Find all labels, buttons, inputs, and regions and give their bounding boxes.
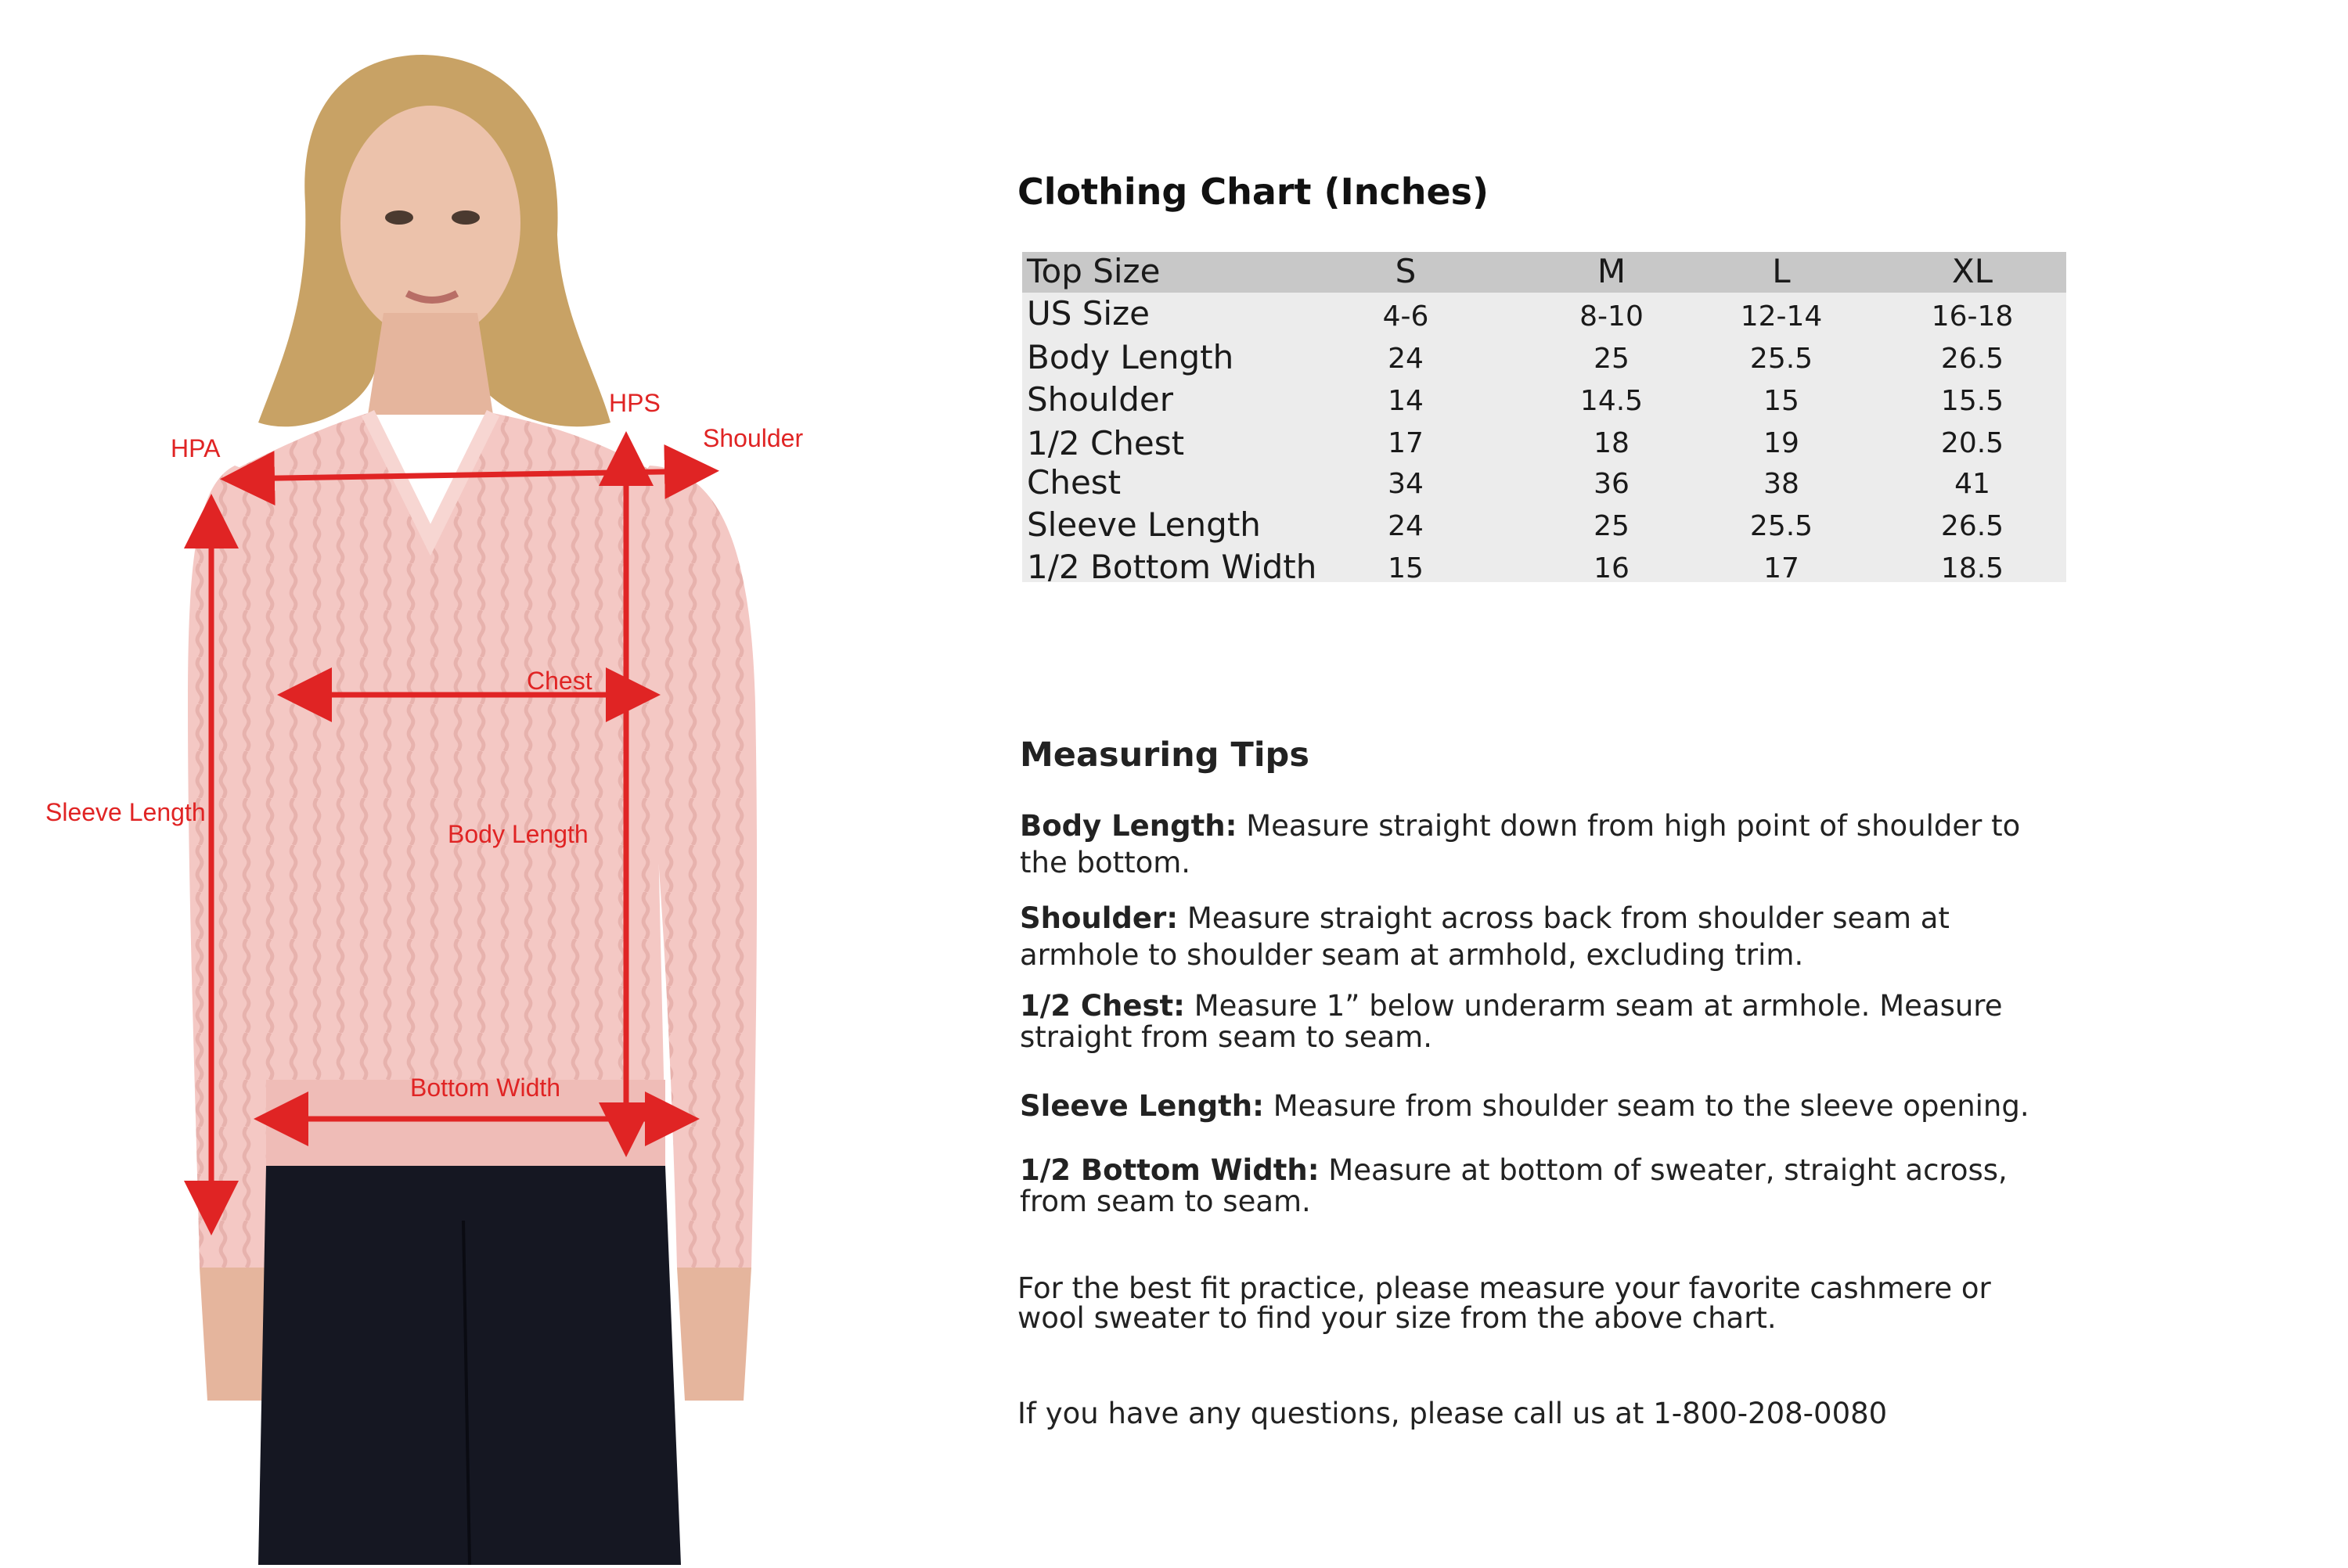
label-shoulder: Shoulder	[703, 424, 804, 452]
tips-title: Measuring Tips	[1020, 735, 1309, 775]
row-label: Sleeve Length	[1027, 505, 1261, 544]
row-value-s: 14	[1388, 385, 1424, 417]
best-fit-note: For the best fit practice, please measure your favorite cashmere or wool sweater to find your size from the above chart.	[1017, 1271, 1991, 1335]
row-value-xl: 26.5	[1940, 510, 2004, 542]
tip-term: 1/2 Chest:	[1020, 989, 1185, 1023]
tip-text: Measure from shoulder seam to the sleeve opening.	[1263, 1089, 2029, 1123]
row-label: Shoulder	[1027, 380, 1174, 419]
tip-text: Measure straight down from high point of shoulder to the bottom.	[1020, 809, 2021, 879]
row-value-s: 34	[1388, 468, 1424, 500]
row-value-m: 25	[1594, 343, 1630, 375]
tip-item	[1020, 1155, 2045, 1217]
row-label: 1/2 Chest	[1027, 424, 1185, 462]
row-value-m: 8-10	[1579, 300, 1644, 333]
chart-title: Clothing Chart (Inches)	[1017, 171, 1489, 213]
tip-item	[1020, 1088, 2045, 1124]
neck	[368, 313, 493, 415]
row-value-s: 4-6	[1382, 300, 1429, 333]
row-value-xl: 16-18	[1931, 300, 2014, 333]
row-value-m: 36	[1594, 468, 1630, 500]
tip-item	[1020, 991, 2045, 1053]
header-size-s: S	[1395, 252, 1417, 290]
header-top-size: Top Size	[1027, 252, 1161, 290]
tip-text: Measure straight across back from shoulder seam at armhole to shoulder seam at armhold, excluding trim.	[1020, 901, 1950, 972]
sweater-body	[235, 413, 665, 1142]
row-value-xl: 26.5	[1940, 343, 2004, 375]
row-label: US Size	[1027, 294, 1150, 333]
row-value-s: 17	[1388, 427, 1424, 459]
model-illustration	[0, 0, 939, 1565]
row-value-l: 15	[1763, 385, 1799, 417]
header-size-m: M	[1597, 252, 1626, 290]
row-value-xl: 15.5	[1940, 385, 2004, 417]
row-label: Body Length	[1027, 338, 1234, 376]
header-size-xl: XL	[1951, 252, 1993, 290]
row-value-l: 25.5	[1749, 510, 1813, 542]
tip-term: Sleeve Length:	[1020, 1089, 1264, 1123]
row-value-l: 38	[1763, 468, 1799, 500]
label-chest: Chest	[527, 667, 592, 695]
row-value-xl: 18.5	[1940, 552, 2004, 584]
contact-note: If you have any questions, please call us at 1-800-208-0080	[1017, 1397, 1888, 1430]
row-value-l: 17	[1763, 552, 1799, 584]
label-bottom-width: Bottom Width	[410, 1074, 561, 1102]
label-body-length: Body Length	[448, 820, 589, 848]
label-hps: HPS	[609, 389, 661, 417]
tip-term: Body Length:	[1020, 809, 1237, 843]
row-value-xl: 20.5	[1940, 427, 2004, 459]
tip-term: 1/2 Bottom Width:	[1020, 1153, 1320, 1187]
row-value-l: 25.5	[1749, 343, 1813, 375]
row-value-xl: 41	[1954, 468, 1990, 500]
face	[340, 106, 520, 340]
row-label: 1/2 Bottom Width	[1027, 548, 1317, 586]
row-value-m: 25	[1594, 510, 1630, 542]
row-value-s: 24	[1388, 343, 1424, 375]
row-value-s: 15	[1388, 552, 1424, 584]
header-size-l: L	[1772, 252, 1791, 290]
row-value-l: 19	[1763, 427, 1799, 459]
row-value-m: 18	[1594, 427, 1630, 459]
row-value-m: 14.5	[1579, 385, 1644, 417]
measurement-figure	[0, 0, 939, 1565]
row-value-m: 16	[1594, 552, 1630, 584]
row-label: Chest	[1027, 463, 1122, 502]
tip-text: Measure 1” below underarm seam at armhole. Measure straight from seam to seam.	[1020, 989, 2003, 1054]
tip-item	[1020, 900, 2045, 973]
size-table	[1022, 252, 2066, 586]
tip-term: Shoulder:	[1020, 901, 1179, 935]
tip-item	[1020, 807, 2045, 881]
row-value-s: 24	[1388, 510, 1424, 542]
label-hpa: HPA	[171, 434, 221, 462]
tip-text: Measure at bottom of sweater, straight across, from seam to seam.	[1020, 1153, 2008, 1218]
label-sleeve-length: Sleeve Length	[45, 798, 206, 826]
row-value-l: 12-14	[1740, 300, 1823, 333]
